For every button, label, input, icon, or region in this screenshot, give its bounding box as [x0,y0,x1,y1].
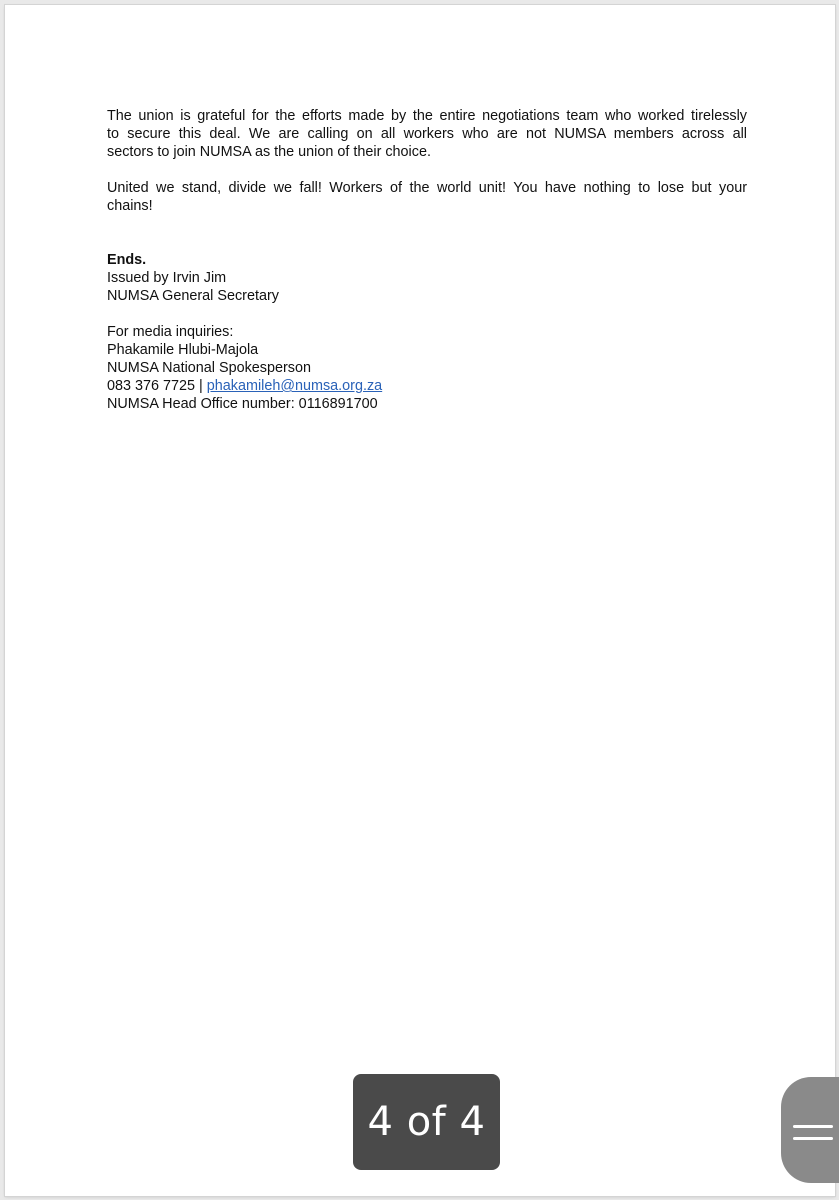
text-line: The union is grateful for the efforts made by the entire negotiations team who worked tirelessly [107,108,747,124]
issued-by: Issued by Irvin Jim [107,270,227,286]
ends-label: Ends. [107,252,147,268]
paragraph-united-we-stand [107,179,747,215]
media-heading: For media inquiries: [107,324,234,340]
text-line: United we stand, divide we fall! Workers of the world unit! You have nothing to lose but your [107,180,747,196]
document-body [107,107,747,413]
page-indicator: 4 of 4 [353,1074,500,1170]
head-office-number: NUMSA Head Office number: 0116891700 [107,396,378,412]
phone-number: 083 376 7725 | [107,378,207,394]
contact-line [107,377,747,395]
drag-handle-icon[interactable] [781,1077,839,1183]
handle-bar [793,1137,833,1140]
text-line: to secure this deal. We are calling on all workers who are not NUMSA members across all [107,126,747,142]
text-line: chains! [107,198,153,214]
paragraph-union-grateful [107,107,747,161]
document-page [5,5,835,1196]
spokesperson-name: Phakamile Hlubi-Majola [107,342,259,358]
handle-bar [793,1125,833,1128]
issuer-title: NUMSA General Secretary [107,288,279,304]
email-link[interactable]: phakamileh@numsa.org.za [206,378,383,394]
text-line: sectors to join NUMSA as the union of their choice. [107,144,431,160]
spokesperson-title: NUMSA National Spokesperson [107,360,311,376]
